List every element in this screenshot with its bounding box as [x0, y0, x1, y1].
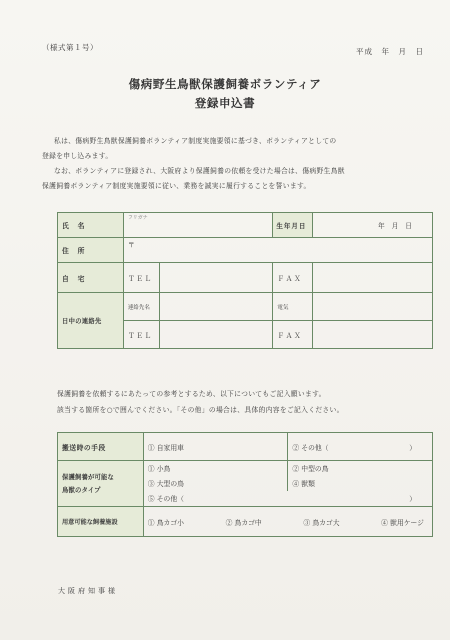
type-option-small-bird[interactable]: ① 小鳥: [143, 461, 288, 476]
name-field[interactable]: [123, 213, 273, 238]
facility-option-mammal-cage[interactable]: ④ 獣用ケージ: [381, 518, 424, 527]
home-label: 自 宅: [58, 263, 124, 293]
facility-option-small-cage[interactable]: ① 鳥カゴ小: [147, 518, 184, 527]
intro-paragraph-1: [42, 134, 432, 164]
home-fax-field[interactable]: [313, 263, 433, 293]
furigana-label: フリガナ: [127, 215, 148, 221]
home-fax-label: ＦＡＸ: [273, 263, 313, 293]
facility-option-medium-cage[interactable]: ② 鳥カゴ中: [225, 518, 262, 527]
type-option-medium-bird[interactable]: ② 中型の鳥: [288, 461, 433, 476]
type-option-other[interactable]: [143, 491, 432, 507]
facility-options: [143, 507, 432, 537]
address-field[interactable]: [123, 238, 432, 263]
postal-mark: 〒: [127, 241, 135, 249]
contact-name-label: 連絡先名: [123, 293, 159, 321]
form-number: （様式第１号）: [42, 43, 98, 52]
type-option-mammal[interactable]: ④ 獣類: [288, 476, 433, 491]
address-label: 住 所: [58, 238, 124, 263]
transport-label: 搬送時の手段: [58, 433, 144, 461]
birthdate-field[interactable]: 年 月 日: [313, 213, 433, 238]
facility-label: 用意可能な飼養施設: [58, 507, 144, 537]
animal-type-label-line1: 保護飼養が可能な: [62, 473, 114, 481]
home-tel-field[interactable]: [159, 263, 273, 293]
intro-p1-line1: 私は、傷病野生鳥獣保護飼養ボランティア制度実施要領に基づき、ボランティアとしての: [54, 137, 337, 145]
facility-option-large-cage[interactable]: ③ 鳥カゴ大: [303, 518, 340, 527]
transport-option-car[interactable]: ① 自家用車: [143, 433, 288, 461]
animal-type-label: [58, 461, 144, 507]
transport-other-text: ② その他（: [292, 443, 329, 452]
name-label: 氏 名: [58, 213, 124, 238]
email-label: 電気: [273, 293, 313, 321]
type-option-large-bird[interactable]: ③ 大型の鳥: [143, 476, 288, 491]
birthdate-label: 生年月日: [273, 213, 313, 238]
contact-name-field[interactable]: [159, 293, 273, 321]
daytime-tel-label: ＴＥＬ: [123, 321, 159, 349]
addressee: 大阪府知事様: [58, 587, 118, 595]
intro-p2-line1: なお、ボランティアに登録され、大阪府より保護飼養の依頼を受けた場合は、傷病野生鳥獣: [54, 167, 345, 175]
daytime-fax-label: ＦＡＸ: [273, 321, 313, 349]
reference-note-2: 該当する箇所を○で囲んでください。「その他」の場合は、具体的内容をご記入ください。: [57, 406, 344, 414]
intro-p1-line2: 登録を申し込みます。: [42, 152, 113, 160]
intro-paragraph-2: [42, 164, 432, 194]
daytime-tel-field[interactable]: [159, 321, 273, 349]
animal-type-label-line2: 鳥獣のタイプ: [62, 486, 101, 494]
daytime-fax-field[interactable]: [313, 321, 433, 349]
home-tel-label: ＴＥＬ: [123, 263, 159, 293]
type-other-text: ⑤ その他（: [147, 495, 184, 504]
form-title: 傷病野生鳥獣保護飼養ボランティア: [128, 77, 322, 91]
transport-other-close: ）: [409, 443, 416, 452]
intro-p2-line2: 保護飼養ボランティア制度実施要領に従い、業務を誠実に履行することを誓います。: [42, 182, 311, 190]
transport-option-other[interactable]: [288, 433, 433, 461]
form-subtitle: 登録申込書: [194, 96, 256, 110]
email-field[interactable]: [313, 293, 433, 321]
date-field[interactable]: 平成 年 月 日: [356, 47, 424, 56]
daytime-contact-label: 日中の連絡先: [58, 293, 124, 349]
applicant-table: [57, 212, 433, 349]
reference-note-1: 保護飼養を依頼するにあたっての参考とするため、以下についてもご記入願います。: [57, 390, 326, 398]
type-other-close: ）: [409, 495, 416, 504]
preferences-table: [57, 432, 433, 537]
